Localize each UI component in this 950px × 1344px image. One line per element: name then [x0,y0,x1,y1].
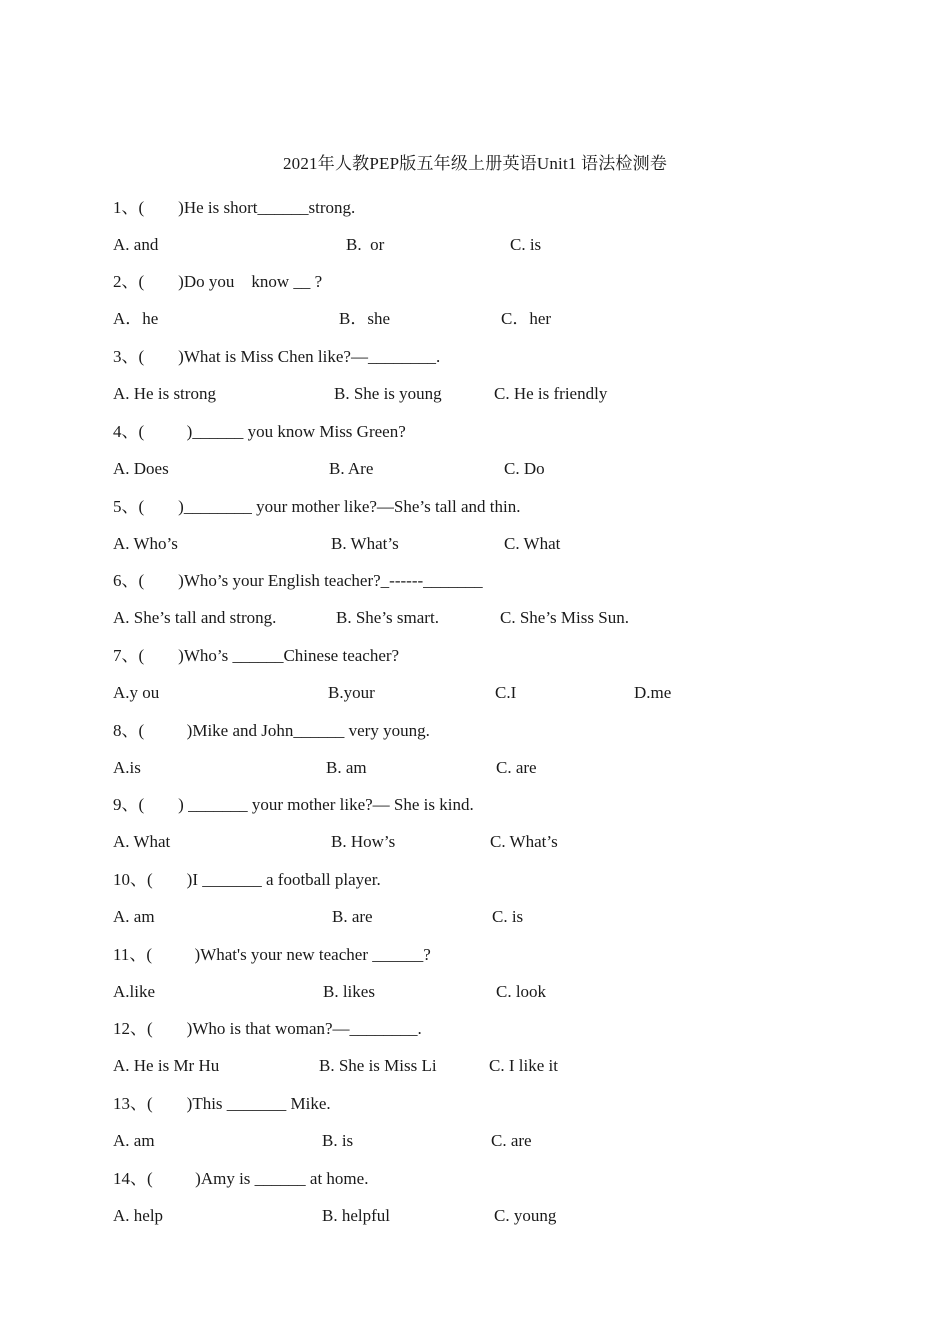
answer-option: C. She’s Miss Sun. [500,608,629,627]
answer-option: A. Who’s [113,534,178,553]
answer-option: B. What’s [331,534,399,553]
question-stem: 10、( )I _______ a football player. [113,870,381,889]
question-stem: 2、( )Do you know __ ? [113,272,323,291]
question-stem: 9、( ) _______ your mother like?— She is kind. [113,795,474,814]
answer-option: B. helpful [322,1206,390,1225]
answer-option: B. are [332,907,373,926]
answer-option: A. Does [113,459,169,478]
answer-option: B. She’s smart. [336,608,439,627]
answer-option: A.is [113,758,141,777]
answer-option: B. is [322,1131,354,1150]
question-stem: 4、( )______ you know Miss Green? [113,422,406,441]
answer-option: A. am [113,907,155,926]
answer-option: A. He is strong [113,384,216,403]
answer-option: A. help [113,1206,164,1225]
question-stem: 1、( )He is short______strong. [113,198,356,217]
question-stem: 7、( )Who’s ______Chinese teacher? [113,646,400,665]
answer-option: A. What [113,832,171,851]
answer-option: C. are [496,758,537,777]
answer-option: A. and [113,235,159,254]
answer-option: A.y ou [113,683,160,702]
question-stem: 11、( )What's your new teacher ______? [113,945,431,964]
question-stem: 8、( )Mike and John______ very young. [113,721,430,740]
question-stem: 6、( )Who’s your English teacher?_------_______ [113,571,483,590]
answer-option: A.like [113,982,156,1001]
question-stem: 12、( )Who is that woman?—________. [113,1019,422,1038]
answer-option: A. am [113,1131,155,1150]
answer-option: B．she [339,309,390,328]
answer-option: B. am [326,758,367,777]
answer-option: C. is [492,907,524,926]
answer-option: C. He is friendly [494,384,608,403]
question-stem: 3、( )What is Miss Chen like?—________. [113,347,441,366]
answer-option: A．he [113,309,159,328]
answer-option: B.your [328,683,375,702]
answer-option: B. likes [323,982,375,1001]
answer-option: C. are [491,1131,532,1150]
question-stem: 5、( )________ your mother like?—She’s tall and thin. [113,497,521,516]
question-stem: 13、( )This _______ Mike. [113,1094,331,1113]
answer-option: B. or [346,235,385,254]
question-stem: 14、( )Amy is ______ at home. [113,1169,369,1188]
answer-option: C. look [496,982,547,1001]
answer-option: C. young [494,1206,557,1225]
answer-option: C. is [510,235,542,254]
answer-option: C. Do [504,459,545,478]
answer-option: C．her [501,309,552,328]
answer-option: B. Are [329,459,374,478]
answer-option: C. What [504,534,561,553]
answer-option: D.me [634,683,672,702]
answer-option: A. He is Mr Hu [113,1056,220,1075]
answer-option: C. What’s [490,832,558,851]
answer-option: C.I [495,683,517,702]
answer-option: B. She is young [334,384,442,403]
answer-option: B. She is Miss Li [319,1056,437,1075]
page-title: 2021年人教PEP版五年级上册英语Unit1 语法检测卷 [282,154,668,173]
answer-option: B. How’s [331,832,396,851]
answer-option: A. She’s tall and strong. [113,608,277,627]
answer-option: C. I like it [489,1056,558,1075]
